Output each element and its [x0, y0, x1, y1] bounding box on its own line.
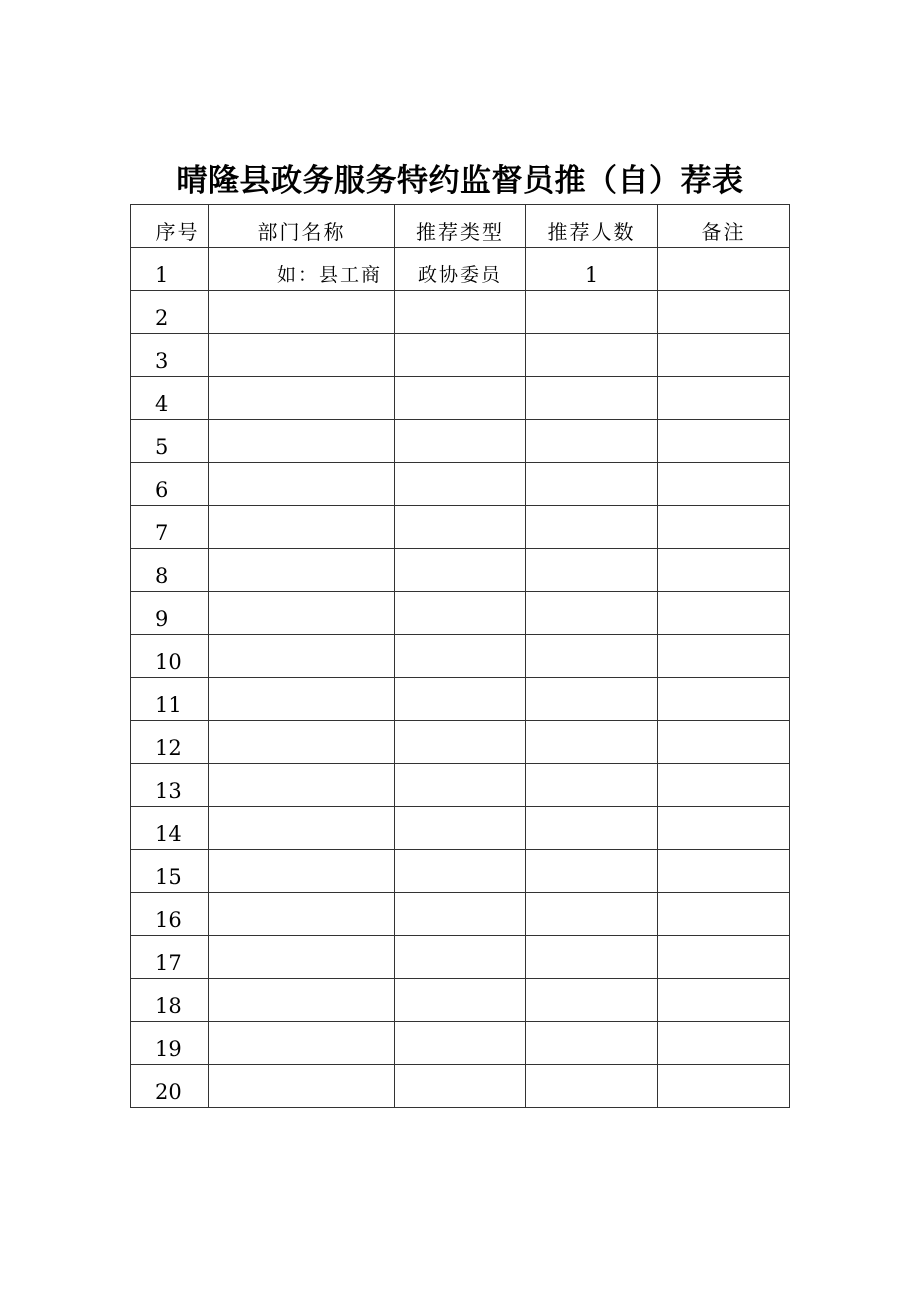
- cell-remarks: [658, 936, 790, 979]
- cell-remarks: [658, 764, 790, 807]
- cell-serial-number: 4: [131, 377, 209, 420]
- cell-recommendation-count: [526, 979, 658, 1022]
- cell-serial-number: 20: [131, 1065, 209, 1108]
- cell-remarks: [658, 850, 790, 893]
- table-row: [131, 377, 790, 420]
- cell-recommendation-type: [395, 1022, 526, 1065]
- cell-recommendation-count: [526, 1022, 658, 1065]
- table-row: [131, 979, 790, 1022]
- cell-recommendation-count: [526, 678, 658, 721]
- cell-department-name: [209, 936, 395, 979]
- table-row: [131, 1022, 790, 1065]
- cell-recommendation-count: [526, 592, 658, 635]
- cell-recommendation-type: [395, 1065, 526, 1108]
- cell-recommendation-type: [395, 979, 526, 1022]
- table-row: [131, 549, 790, 592]
- cell-remarks: [658, 1022, 790, 1065]
- cell-recommendation-type: [395, 764, 526, 807]
- cell-department-name: 如：县工商: [209, 248, 395, 291]
- cell-serial-number: 10: [131, 635, 209, 678]
- cell-remarks: [658, 291, 790, 334]
- header-recommendation-type: 推荐类型: [395, 205, 526, 248]
- cell-recommendation-type: 政协委员: [395, 248, 526, 291]
- cell-remarks: [658, 506, 790, 549]
- cell-recommendation-type: [395, 893, 526, 936]
- table-row: [131, 291, 790, 334]
- cell-recommendation-count: [526, 377, 658, 420]
- cell-serial-number: 2: [131, 291, 209, 334]
- table-body: [131, 205, 790, 1108]
- table-row: [131, 678, 790, 721]
- cell-recommendation-type: [395, 592, 526, 635]
- table-row: [131, 764, 790, 807]
- cell-serial-number: 1: [131, 248, 209, 291]
- cell-recommendation-type: [395, 463, 526, 506]
- cell-department-name: [209, 506, 395, 549]
- cell-serial-number: 12: [131, 721, 209, 764]
- table-row: [131, 592, 790, 635]
- cell-recommendation-count: [526, 721, 658, 764]
- header-remarks: 备注: [658, 205, 790, 248]
- table-header-row: [131, 205, 790, 248]
- cell-remarks: [658, 592, 790, 635]
- table-row: [131, 936, 790, 979]
- cell-recommendation-count: [526, 850, 658, 893]
- cell-remarks: [658, 377, 790, 420]
- cell-serial-number: 3: [131, 334, 209, 377]
- cell-department-name: [209, 1065, 395, 1108]
- cell-department-name: [209, 1022, 395, 1065]
- table-row: [131, 506, 790, 549]
- cell-serial-number: 15: [131, 850, 209, 893]
- cell-department-name: [209, 893, 395, 936]
- cell-remarks: [658, 893, 790, 936]
- table-row: [131, 893, 790, 936]
- cell-serial-number: 5: [131, 420, 209, 463]
- recommendation-table: [130, 204, 790, 1108]
- cell-remarks: [658, 549, 790, 592]
- cell-serial-number: 17: [131, 936, 209, 979]
- cell-department-name: [209, 291, 395, 334]
- cell-department-name: [209, 678, 395, 721]
- cell-recommendation-count: [526, 807, 658, 850]
- cell-remarks: [658, 807, 790, 850]
- cell-serial-number: 13: [131, 764, 209, 807]
- cell-recommendation-count: [526, 764, 658, 807]
- cell-department-name: [209, 334, 395, 377]
- cell-department-name: [209, 807, 395, 850]
- header-serial-number: 序号: [131, 205, 209, 248]
- cell-recommendation-type: [395, 936, 526, 979]
- cell-department-name: [209, 764, 395, 807]
- cell-recommendation-type: [395, 377, 526, 420]
- cell-remarks: [658, 334, 790, 377]
- cell-recommendation-type: [395, 678, 526, 721]
- cell-serial-number: 6: [131, 463, 209, 506]
- cell-recommendation-type: [395, 420, 526, 463]
- cell-department-name: [209, 463, 395, 506]
- cell-recommendation-count: [526, 506, 658, 549]
- cell-recommendation-count: [526, 635, 658, 678]
- cell-serial-number: 11: [131, 678, 209, 721]
- cell-recommendation-count: 1: [526, 248, 658, 291]
- cell-remarks: [658, 678, 790, 721]
- cell-recommendation-count: [526, 420, 658, 463]
- table-row: [131, 248, 790, 291]
- cell-recommendation-count: [526, 334, 658, 377]
- cell-department-name: [209, 549, 395, 592]
- cell-serial-number: 14: [131, 807, 209, 850]
- cell-recommendation-count: [526, 291, 658, 334]
- cell-recommendation-type: [395, 807, 526, 850]
- header-department-name: 部门名称: [209, 205, 395, 248]
- cell-department-name: [209, 420, 395, 463]
- cell-recommendation-count: [526, 893, 658, 936]
- cell-remarks: [658, 635, 790, 678]
- cell-department-name: [209, 377, 395, 420]
- cell-recommendation-type: [395, 850, 526, 893]
- cell-serial-number: 7: [131, 506, 209, 549]
- cell-serial-number: 16: [131, 893, 209, 936]
- cell-recommendation-type: [395, 721, 526, 764]
- cell-serial-number: 9: [131, 592, 209, 635]
- cell-recommendation-type: [395, 334, 526, 377]
- table-row: [131, 334, 790, 377]
- table-row: [131, 850, 790, 893]
- cell-serial-number: 19: [131, 1022, 209, 1065]
- cell-recommendation-type: [395, 635, 526, 678]
- cell-serial-number: 8: [131, 549, 209, 592]
- cell-serial-number: 18: [131, 979, 209, 1022]
- cell-recommendation-count: [526, 549, 658, 592]
- table-row: [131, 721, 790, 764]
- table-row: [131, 463, 790, 506]
- cell-remarks: [658, 979, 790, 1022]
- table-row: [131, 1065, 790, 1108]
- cell-remarks: [658, 248, 790, 291]
- cell-department-name: [209, 635, 395, 678]
- cell-recommendation-type: [395, 291, 526, 334]
- cell-department-name: [209, 721, 395, 764]
- cell-department-name: [209, 592, 395, 635]
- cell-recommendation-count: [526, 936, 658, 979]
- table-row: [131, 635, 790, 678]
- cell-remarks: [658, 1065, 790, 1108]
- cell-department-name: [209, 850, 395, 893]
- cell-recommendation-type: [395, 549, 526, 592]
- cell-department-name: [209, 979, 395, 1022]
- table-row: [131, 807, 790, 850]
- page-title: 晴隆县政务服务特约监督员推（自）荐表: [176, 163, 744, 199]
- cell-recommendation-type: [395, 506, 526, 549]
- cell-remarks: [658, 420, 790, 463]
- table-row: [131, 420, 790, 463]
- cell-recommendation-count: [526, 1065, 658, 1108]
- header-recommendation-count: 推荐人数: [526, 205, 658, 248]
- cell-remarks: [658, 463, 790, 506]
- cell-remarks: [658, 721, 790, 764]
- cell-recommendation-count: [526, 463, 658, 506]
